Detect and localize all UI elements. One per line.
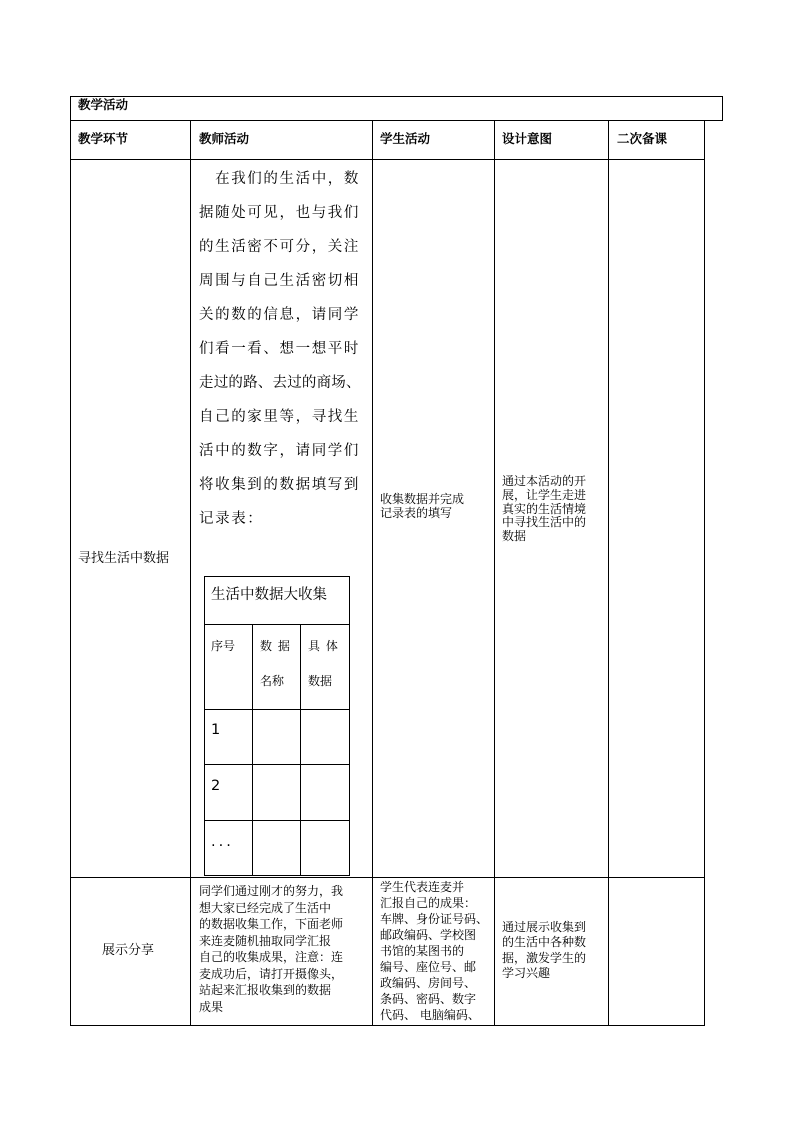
column-header-teacher: 教师活动: [199, 131, 250, 146]
column-header-stage: 教学环节: [78, 131, 129, 146]
record-table-row-index: 2: [211, 778, 221, 794]
record-table-row-index: ...: [211, 834, 234, 850]
column-header-second-prep: 二次备课: [617, 131, 668, 146]
record-table-header-name-2: 名称: [260, 674, 285, 688]
record-table-header-value-1: 具 体: [308, 639, 339, 653]
column-header-intent: 设计意图: [502, 131, 553, 146]
record-table-header-name-1: 数 据: [260, 639, 291, 653]
record-table-header-index: 序号: [211, 639, 236, 653]
record-table-title: 生活中数据大收集: [211, 587, 327, 603]
record-table-row-index: 1: [211, 722, 221, 738]
stage-label: 寻找生活中数据: [78, 551, 170, 566]
section-title: 教学活动: [78, 97, 129, 112]
stage-label: 展示分享: [102, 943, 155, 958]
column-header-student: 学生活动: [380, 131, 431, 146]
record-table-header-value-2: 数据: [308, 674, 333, 688]
